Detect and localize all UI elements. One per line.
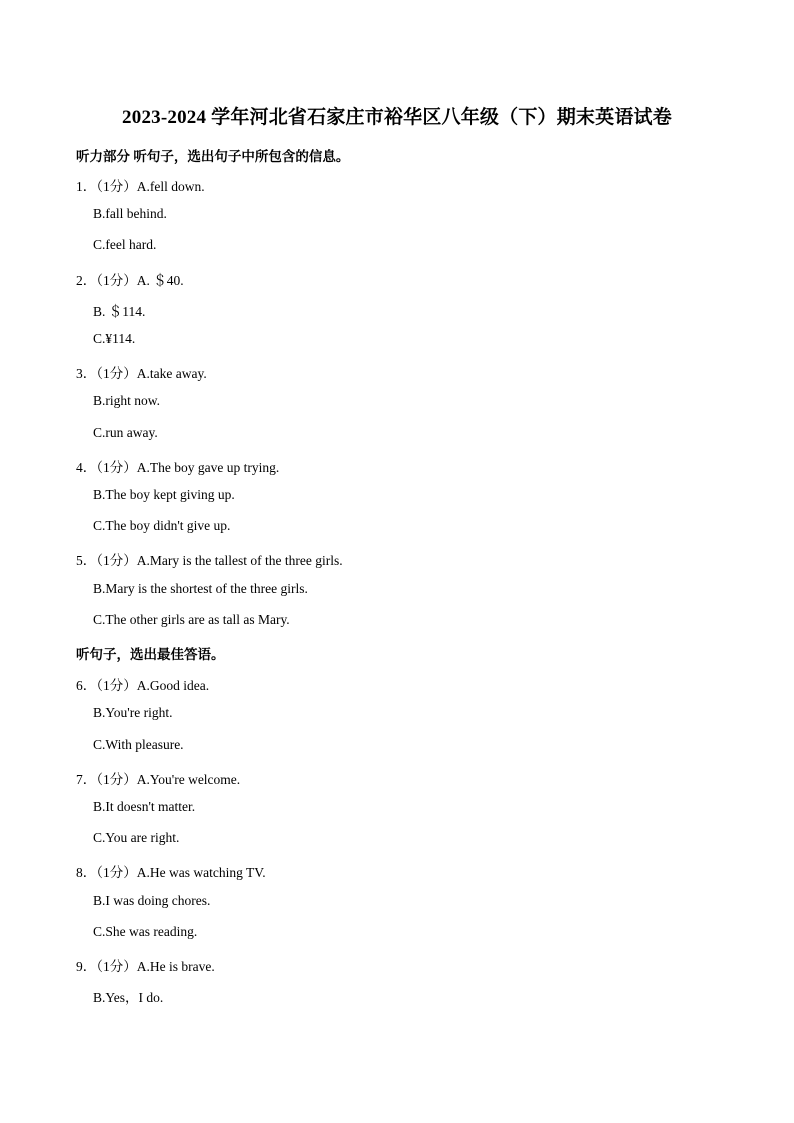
question-3-option-c: C.run away.: [93, 425, 158, 440]
page-title: 2023-2024 学年河北省石家庄市裕华区八年级（下）期末英语试卷: [122, 107, 672, 128]
question-4-option-a: 4．（1分）A.The boy gave up trying.: [76, 460, 280, 475]
question-7-option-b: B.It doesn't matter.: [93, 799, 196, 814]
question-5-option-c: C.The other girls are as tall as Mary.: [93, 612, 290, 627]
question-1-option-b: B.fall behind.: [93, 206, 167, 221]
question-1-option-c: C.feel hard.: [93, 237, 157, 252]
question-7-option-c: C.You are right.: [93, 830, 180, 845]
question-9-option-a: 9．（1分）A.He is brave.: [76, 959, 215, 974]
question-3-option-b: B.right now.: [93, 393, 160, 408]
question-7-option-a: 7．（1分）A.You're welcome.: [76, 772, 241, 787]
question-5-option-a: 5．（1分）A.Mary is the tallest of the three girls.: [76, 553, 343, 568]
question-4-option-b: B.The boy kept giving up.: [93, 487, 235, 502]
question-2-option-b: B. ＄114.: [93, 304, 146, 319]
question-8-option-b: B.I was doing chores.: [93, 893, 211, 908]
question-6-option-c: C.With pleasure.: [93, 737, 184, 752]
question-1-option-a: 1．（1分）A.fell down.: [76, 179, 205, 194]
question-6-option-a: 6．（1分）A.Good idea.: [76, 678, 210, 693]
question-6-option-b: B.You're right.: [93, 705, 173, 720]
section-heading-listening-info: 听力部分 听句子，选出句子中所包含的信息。: [76, 149, 350, 164]
question-8-option-a: 8．（1分）A.He was watching TV.: [76, 865, 266, 880]
question-8-option-c: C.She was reading.: [93, 924, 198, 939]
question-5-option-b: B.Mary is the shortest of the three girls.: [93, 581, 308, 596]
question-4-option-c: C.The boy didn't give up.: [93, 518, 231, 533]
question-3-option-a: 3．（1分）A.take away.: [76, 366, 207, 381]
question-9-option-b: B.Yes，I do.: [93, 990, 164, 1005]
question-2-option-a: 2．（1分）A. ＄40.: [76, 273, 184, 288]
section-heading-best-response: 听句子，选出最佳答语。: [76, 647, 225, 662]
question-2-option-c: C.¥114.: [93, 331, 136, 346]
